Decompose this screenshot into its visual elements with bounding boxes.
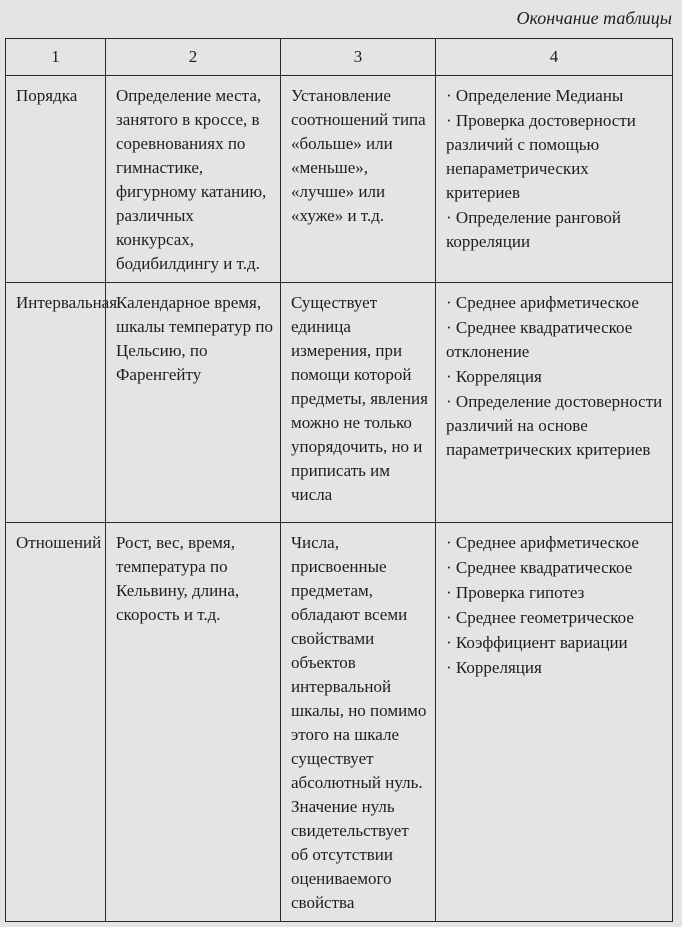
list-item: · Корреляция — [446, 365, 666, 389]
scale-name-cell — [6, 76, 106, 283]
description-text: Существует единица измерения, при помощи которой предметы, явления можно не только упорядочить, но и приписать им числа — [291, 293, 428, 504]
examples-cell — [106, 76, 281, 283]
scale-name-cell — [6, 283, 118, 523]
methods-cell — [436, 283, 673, 523]
column-header-4: 4 — [436, 39, 673, 76]
description-cell — [281, 76, 436, 283]
list-item: · Определение ранговой корреляции — [446, 206, 666, 254]
list-item: · Определение достоверности различий на основе параметрических критериев — [446, 390, 666, 462]
scale-name-cell — [6, 523, 106, 922]
list-item: · Корреляция — [446, 656, 666, 680]
description-cell — [281, 283, 436, 523]
description-text: Числа, присвоенные предметам, обладают всеми свойствами объектов интервальной шкалы, но помимо этого на шкале существует абсолютный нуль. Значение нуль свидетельствует об отсутствии оцениваемого свойства — [291, 533, 427, 912]
column-header-3: 3 — [281, 39, 436, 76]
methods-cell — [436, 523, 673, 922]
examples-text: Календарное время, шкалы температур по Цельсию, по Фаренгейту — [116, 293, 273, 384]
list-item: · Среднее квадратическое отклонение — [446, 316, 666, 364]
methods-list — [446, 531, 666, 680]
list-item: · Проверка гипотез — [446, 581, 666, 605]
list-item: · Среднее квадратическое — [446, 556, 666, 580]
table-row — [6, 523, 673, 922]
scales-table — [5, 38, 673, 922]
header-row — [6, 39, 673, 76]
methods-list — [446, 291, 666, 462]
list-item: · Определение Медианы — [446, 84, 666, 108]
table-row — [6, 283, 673, 523]
methods-cell — [436, 76, 673, 283]
list-item: · Коэффициент вариации — [446, 631, 666, 655]
examples-text: Определение места, занятого в кроссе, в соревнованиях по гимнастике, фигурному катанию, различных конкурсах, бодибилдингу и т.д. — [116, 86, 267, 273]
scale-name: Порядка — [16, 86, 78, 105]
list-item: · Проверка достоверности различий с помощью непараметрических критериев — [446, 109, 666, 205]
examples-cell — [106, 283, 281, 523]
methods-list — [446, 84, 666, 254]
scale-name: Интервальная — [16, 293, 118, 312]
description-text: Установление соотношений типа «больше» или «меньше», «лучше» или «хуже» и т.д. — [291, 86, 426, 225]
table-row — [6, 76, 673, 283]
examples-cell — [106, 523, 281, 922]
list-item: · Среднее геометрическое — [446, 606, 666, 630]
table-caption: Окончание таблицы — [516, 8, 672, 28]
examples-text: Рост, вес, время, температура по Кельвину, длина, скорость и т.д. — [116, 533, 240, 624]
column-header-2: 2 — [106, 39, 281, 76]
description-cell — [281, 523, 436, 922]
scale-name: Отношений — [16, 533, 102, 552]
column-header-1: 1 — [6, 39, 106, 76]
list-item: · Среднее арифметическое — [446, 291, 666, 315]
list-item: · Среднее арифметическое — [446, 531, 666, 555]
